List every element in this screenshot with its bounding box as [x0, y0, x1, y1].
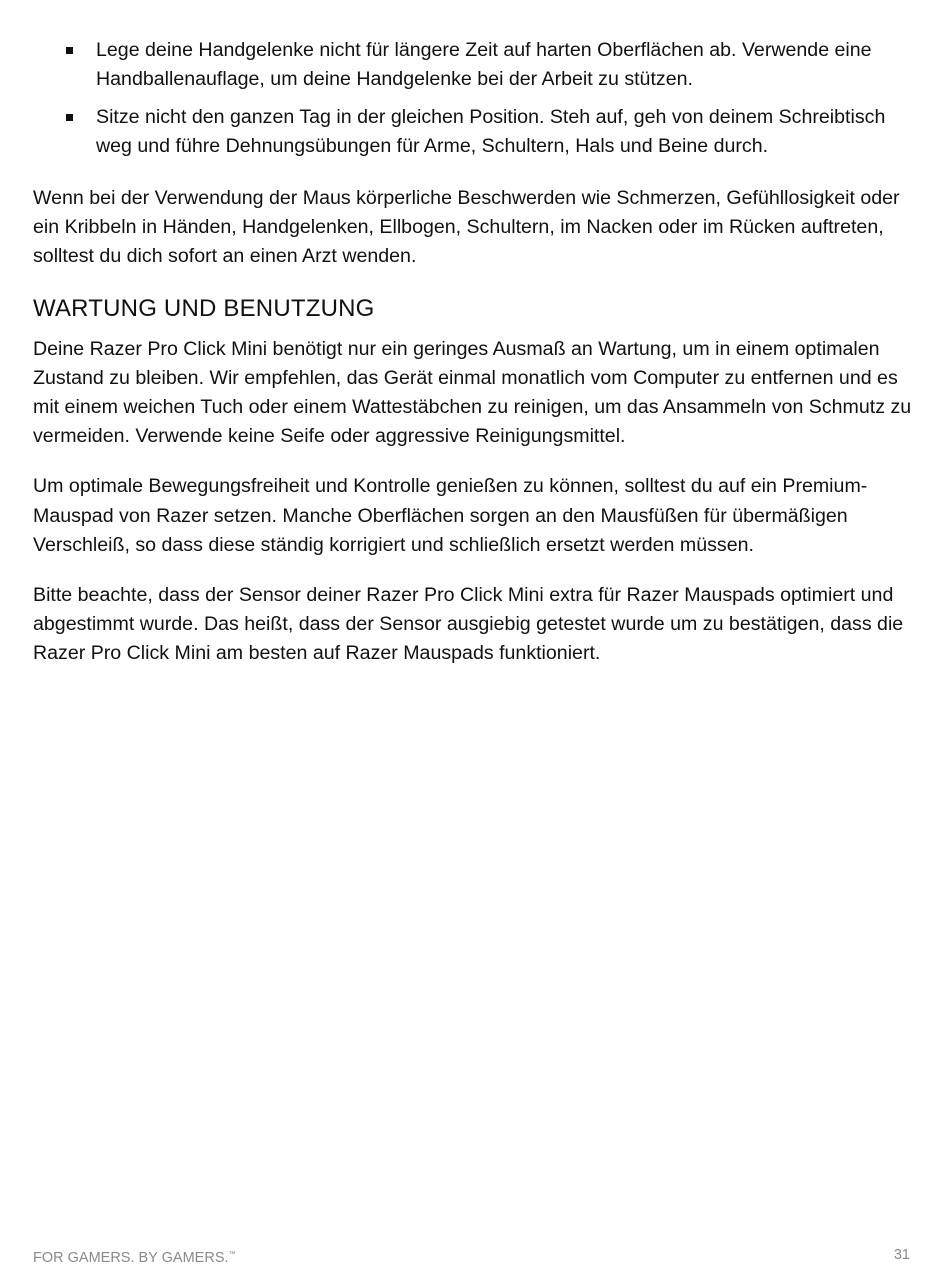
- sensor-paragraph: Bitte beachte, dass der Sensor deiner Razer Pro Click Mini extra für Razer Mauspads optimiert und abgestimmt wurde. Das heißt, dass der Sensor ausgiebig getestet wurde um zu bestätigen, dass die Razer Pro Click Mini am besten auf Razer Mauspads funktioniert.: [33, 584, 904, 665]
- tips-list: [33, 36, 913, 160]
- square-bullet-icon: [66, 47, 73, 54]
- section-heading: WARTUNG UND BENUTZUNG: [33, 294, 375, 322]
- mousepad-paragraph: Um optimale Bewegungsfreiheit und Kontrolle genießen zu können, solltest du auf ein Premium-Mauspad von Razer setzen. Manche Oberflächen sorgen an den Mausfüßen für übermäßigen Verschleiß, so dass diese ständig korrigiert und schließlich ersetzt werden müssen.: [33, 475, 868, 556]
- square-bullet-icon: [66, 114, 73, 121]
- page-number: 31: [893, 1247, 910, 1263]
- list-item: [33, 103, 913, 160]
- trademark-symbol: ™: [228, 1251, 236, 1258]
- footer-tagline: [33, 1246, 236, 1267]
- maintenance-paragraph: Deine Razer Pro Click Mini benötigt nur ein geringes Ausmaß an Wartung, um in einem optimalen Zustand zu bleiben. Wir empfehlen, das Gerät einmal monatlich vom Computer zu entfernen und es mit einem weichen Tuch oder einem Wattestäbchen zu reinigen, um das Ansammeln von Schmutz zu vermeiden. Verwende keine Seife oder aggressive Reinigungsmittel.: [33, 337, 912, 448]
- warning-paragraph: Wenn bei der Verwendung der Maus körperliche Beschwerden wie Schmerzen, Gefühllosigkeit oder ein Kribbeln in Händen, Handgelenken, Ellbogen, Schultern, im Nacken oder im Rücken auftreten, solltest du dich sofort an einen Arzt wenden.: [33, 187, 900, 268]
- tagline-text: FOR GAMERS. BY GAMERS.: [33, 1250, 229, 1266]
- document-page: [33, 36, 913, 669]
- list-item: [33, 36, 913, 93]
- list-item-text: Lege deine Handgelenke nicht für längere Zeit auf harten Oberflächen ab. Verwende eine Handballenauflage, um deine Handgelenke bei der Arbeit zu stützen.: [96, 39, 872, 90]
- list-item-text: Sitze nicht den ganzen Tag in der gleichen Position. Steh auf, geh von deinem Schreibtisch weg und führe Dehnungsübungen für Arme, Schultern, Hals und Beine durch.: [96, 106, 886, 157]
